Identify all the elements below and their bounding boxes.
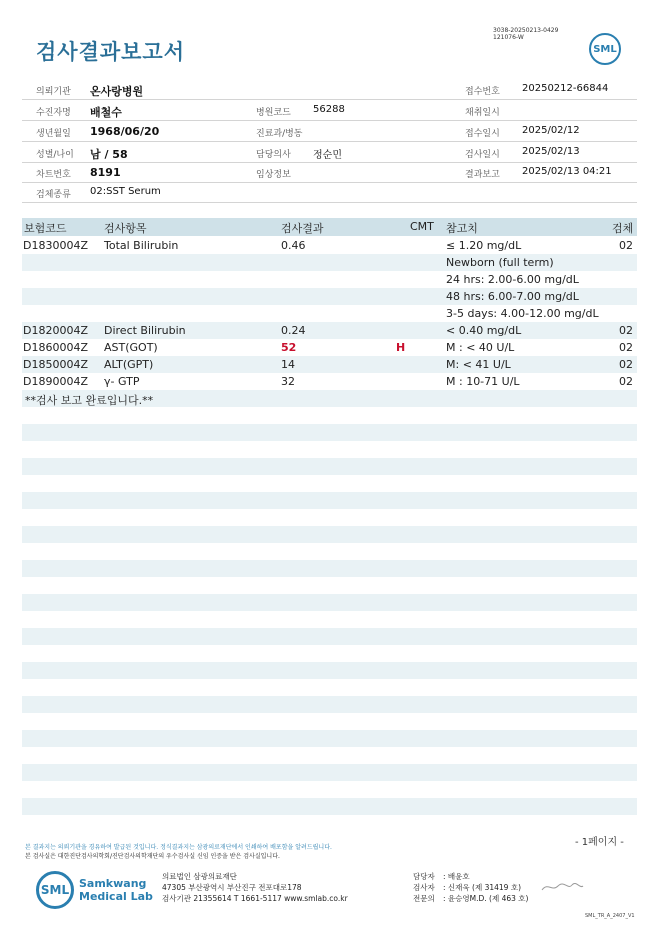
header-reference: 참고치: [446, 222, 478, 235]
info-row-1: [22, 79, 637, 100]
row-reference: 24 hrs: 2.00-6.00 mg/dL: [446, 273, 579, 286]
company-name-line1: Samkwang: [79, 877, 147, 890]
row-band: [22, 424, 637, 441]
staff-label-2: 검사자: [413, 883, 435, 892]
info-row-5: [22, 162, 637, 183]
table-row: [22, 238, 637, 254]
high-flag: H: [396, 341, 406, 354]
page-number: - 1페이지 -: [575, 837, 624, 848]
signature-icon: [540, 880, 585, 894]
row-item: Total Bilirubin: [104, 239, 179, 252]
row-result: 0.24: [281, 324, 306, 337]
staff-value-3: : 윤승영M.D. (제 463 호): [443, 894, 529, 903]
completion-note: **검사 보고 완료입니다.**: [25, 394, 154, 407]
test-date-value: 2025/02/13: [522, 146, 580, 157]
institution-label: 의뢰기관: [36, 87, 71, 97]
info-row-2: [22, 100, 637, 121]
row-item: γ- GTP: [104, 375, 140, 388]
row-result: 14: [281, 358, 295, 371]
collect-date-label: 채취일시: [465, 108, 500, 118]
hospital-code-label: 병원코드: [256, 108, 291, 118]
receipt-date-label: 접수일시: [465, 129, 500, 139]
row-band: [22, 730, 637, 747]
row-band: [22, 560, 637, 577]
sml-footer-logo-icon: SML: [36, 871, 74, 909]
row-band: [22, 594, 637, 611]
footer-notice-2: 본 검사실은 대한진단검사의학회/진단검사의학재단의 우수검사실 신임 인증을 받은 검사실입니다.: [25, 853, 280, 860]
institution-value: 온사랑병원: [90, 85, 144, 98]
row-band: [22, 492, 637, 509]
document-id-line1: 3038-20250213-0429: [493, 27, 559, 34]
row-band: [22, 526, 637, 543]
hospital-code-value: 56288: [313, 104, 345, 115]
row-code: D1830004Z: [23, 239, 88, 252]
row-reference: Newborn (full term): [446, 256, 554, 269]
table-row: [22, 289, 637, 305]
table-row: [22, 340, 637, 356]
row-band: [22, 764, 637, 781]
header-specimen: 검체: [612, 222, 634, 235]
table-row: [22, 255, 637, 271]
company-name-line2: Medical Lab: [79, 890, 153, 903]
clinical-label: 임상정보: [256, 170, 291, 180]
row-band: [22, 458, 637, 475]
row-code: D1890004Z: [23, 375, 88, 388]
dob-label: 생년월일: [36, 129, 71, 139]
document-id-line2: 121076-W: [493, 34, 524, 41]
table-row: [22, 272, 637, 288]
sex-age-value: 남 / 58: [90, 148, 128, 161]
row-item: AST(GOT): [104, 341, 158, 354]
row-specimen: 02: [619, 324, 633, 337]
staff-label-3: 전문의: [413, 894, 435, 903]
header-result: 검사결과: [281, 222, 324, 235]
table-row: [22, 306, 637, 322]
company-name: [79, 877, 153, 903]
test-date-label: 검사일시: [465, 150, 500, 160]
row-band: [22, 798, 637, 815]
form-code: SML_TR_A_2407_V1: [585, 913, 635, 919]
table-row: [22, 357, 637, 373]
row-code: D1820004Z: [23, 324, 88, 337]
header-code: 보험코드: [24, 222, 67, 235]
patient-value: 배철수: [90, 106, 122, 119]
row-reference: < 0.40 mg/dL: [446, 324, 522, 337]
row-result-high: 52: [281, 341, 297, 354]
footer-notice-1: 본 결과지는 의뢰기관을 경유하여 발급된 것입니다. 정식결과지는 삼광의료재단에서 인쇄하여 배포함을 알려드립니다.: [25, 844, 332, 851]
patient-label: 수진자명: [36, 108, 71, 118]
row-band: [22, 662, 637, 679]
receipt-no-label: 접수번호: [465, 87, 500, 97]
staff-block: [413, 871, 528, 904]
dept-label: 진료과/병동: [256, 129, 303, 139]
report-date-value: 2025/02/13 04:21: [522, 166, 612, 177]
row-code: D1850004Z: [23, 358, 88, 371]
doctor-value: 정순민: [313, 150, 342, 161]
row-reference: 3-5 days: 4.00-12.00 mg/dL: [446, 307, 599, 320]
table-row: [22, 374, 637, 390]
sex-age-label: 성별/나이: [36, 150, 74, 160]
header-item: 검사항목: [104, 222, 147, 235]
row-specimen: 02: [619, 341, 633, 354]
info-row-3: [22, 121, 637, 142]
table-row: [22, 323, 637, 339]
row-reference: 48 hrs: 6.00-7.00 mg/dL: [446, 290, 579, 303]
document-id: [493, 27, 558, 41]
chart-no-value: 8191: [90, 166, 121, 179]
receipt-date-value: 2025/02/12: [522, 125, 580, 136]
chart-no-label: 차트번호: [36, 170, 71, 180]
row-reference: M : 10-71 U/L: [446, 375, 520, 388]
row-band: [22, 628, 637, 645]
org-name: 의료법인 삼광의료재단: [162, 872, 237, 881]
info-row-4: [22, 142, 637, 163]
row-reference: M: < 41 U/L: [446, 358, 511, 371]
row-specimen: 02: [619, 239, 633, 252]
company-address-block: [162, 871, 348, 904]
row-item: Direct Bilirubin: [104, 324, 186, 337]
row-reference: ≤ 1.20 mg/dL: [446, 239, 522, 252]
specimen-type-value: 02:SST Serum: [90, 186, 161, 197]
row-specimen: 02: [619, 375, 633, 388]
specimen-type-label: 검체종류: [36, 190, 71, 200]
results-table-header: [22, 218, 637, 236]
org-address: 47305 부산광역시 부산진구 전포대로178: [162, 883, 302, 892]
staff-label-1: 담당자: [413, 872, 435, 881]
dob-value: 1968/06/20: [90, 125, 160, 138]
sml-logo-icon: SML: [589, 33, 621, 65]
org-contact: 검사기관 21355614 T 1661-5117 www.smlab.co.kr: [162, 894, 348, 903]
row-band: [22, 696, 637, 713]
row-code: D1860004Z: [23, 341, 88, 354]
staff-value-1: : 배윤호: [443, 872, 470, 881]
row-item: ALT(GPT): [104, 358, 154, 371]
info-row-6: [22, 182, 637, 203]
row-reference: M : < 40 U/L: [446, 341, 515, 354]
row-result: 0.46: [281, 239, 306, 252]
receipt-no-value: 20250212-66844: [522, 83, 609, 94]
staff-value-2: : 신재욱 (제 31419 호): [443, 883, 521, 892]
report-title: 검사결과보고서: [36, 40, 186, 64]
row-result: 32: [281, 375, 295, 388]
header-cmt: CMT: [410, 220, 434, 233]
doctor-label: 담당의사: [256, 150, 291, 160]
completion-note-row: [22, 391, 637, 407]
row-specimen: 02: [619, 358, 633, 371]
report-date-label: 결과보고: [465, 170, 500, 180]
